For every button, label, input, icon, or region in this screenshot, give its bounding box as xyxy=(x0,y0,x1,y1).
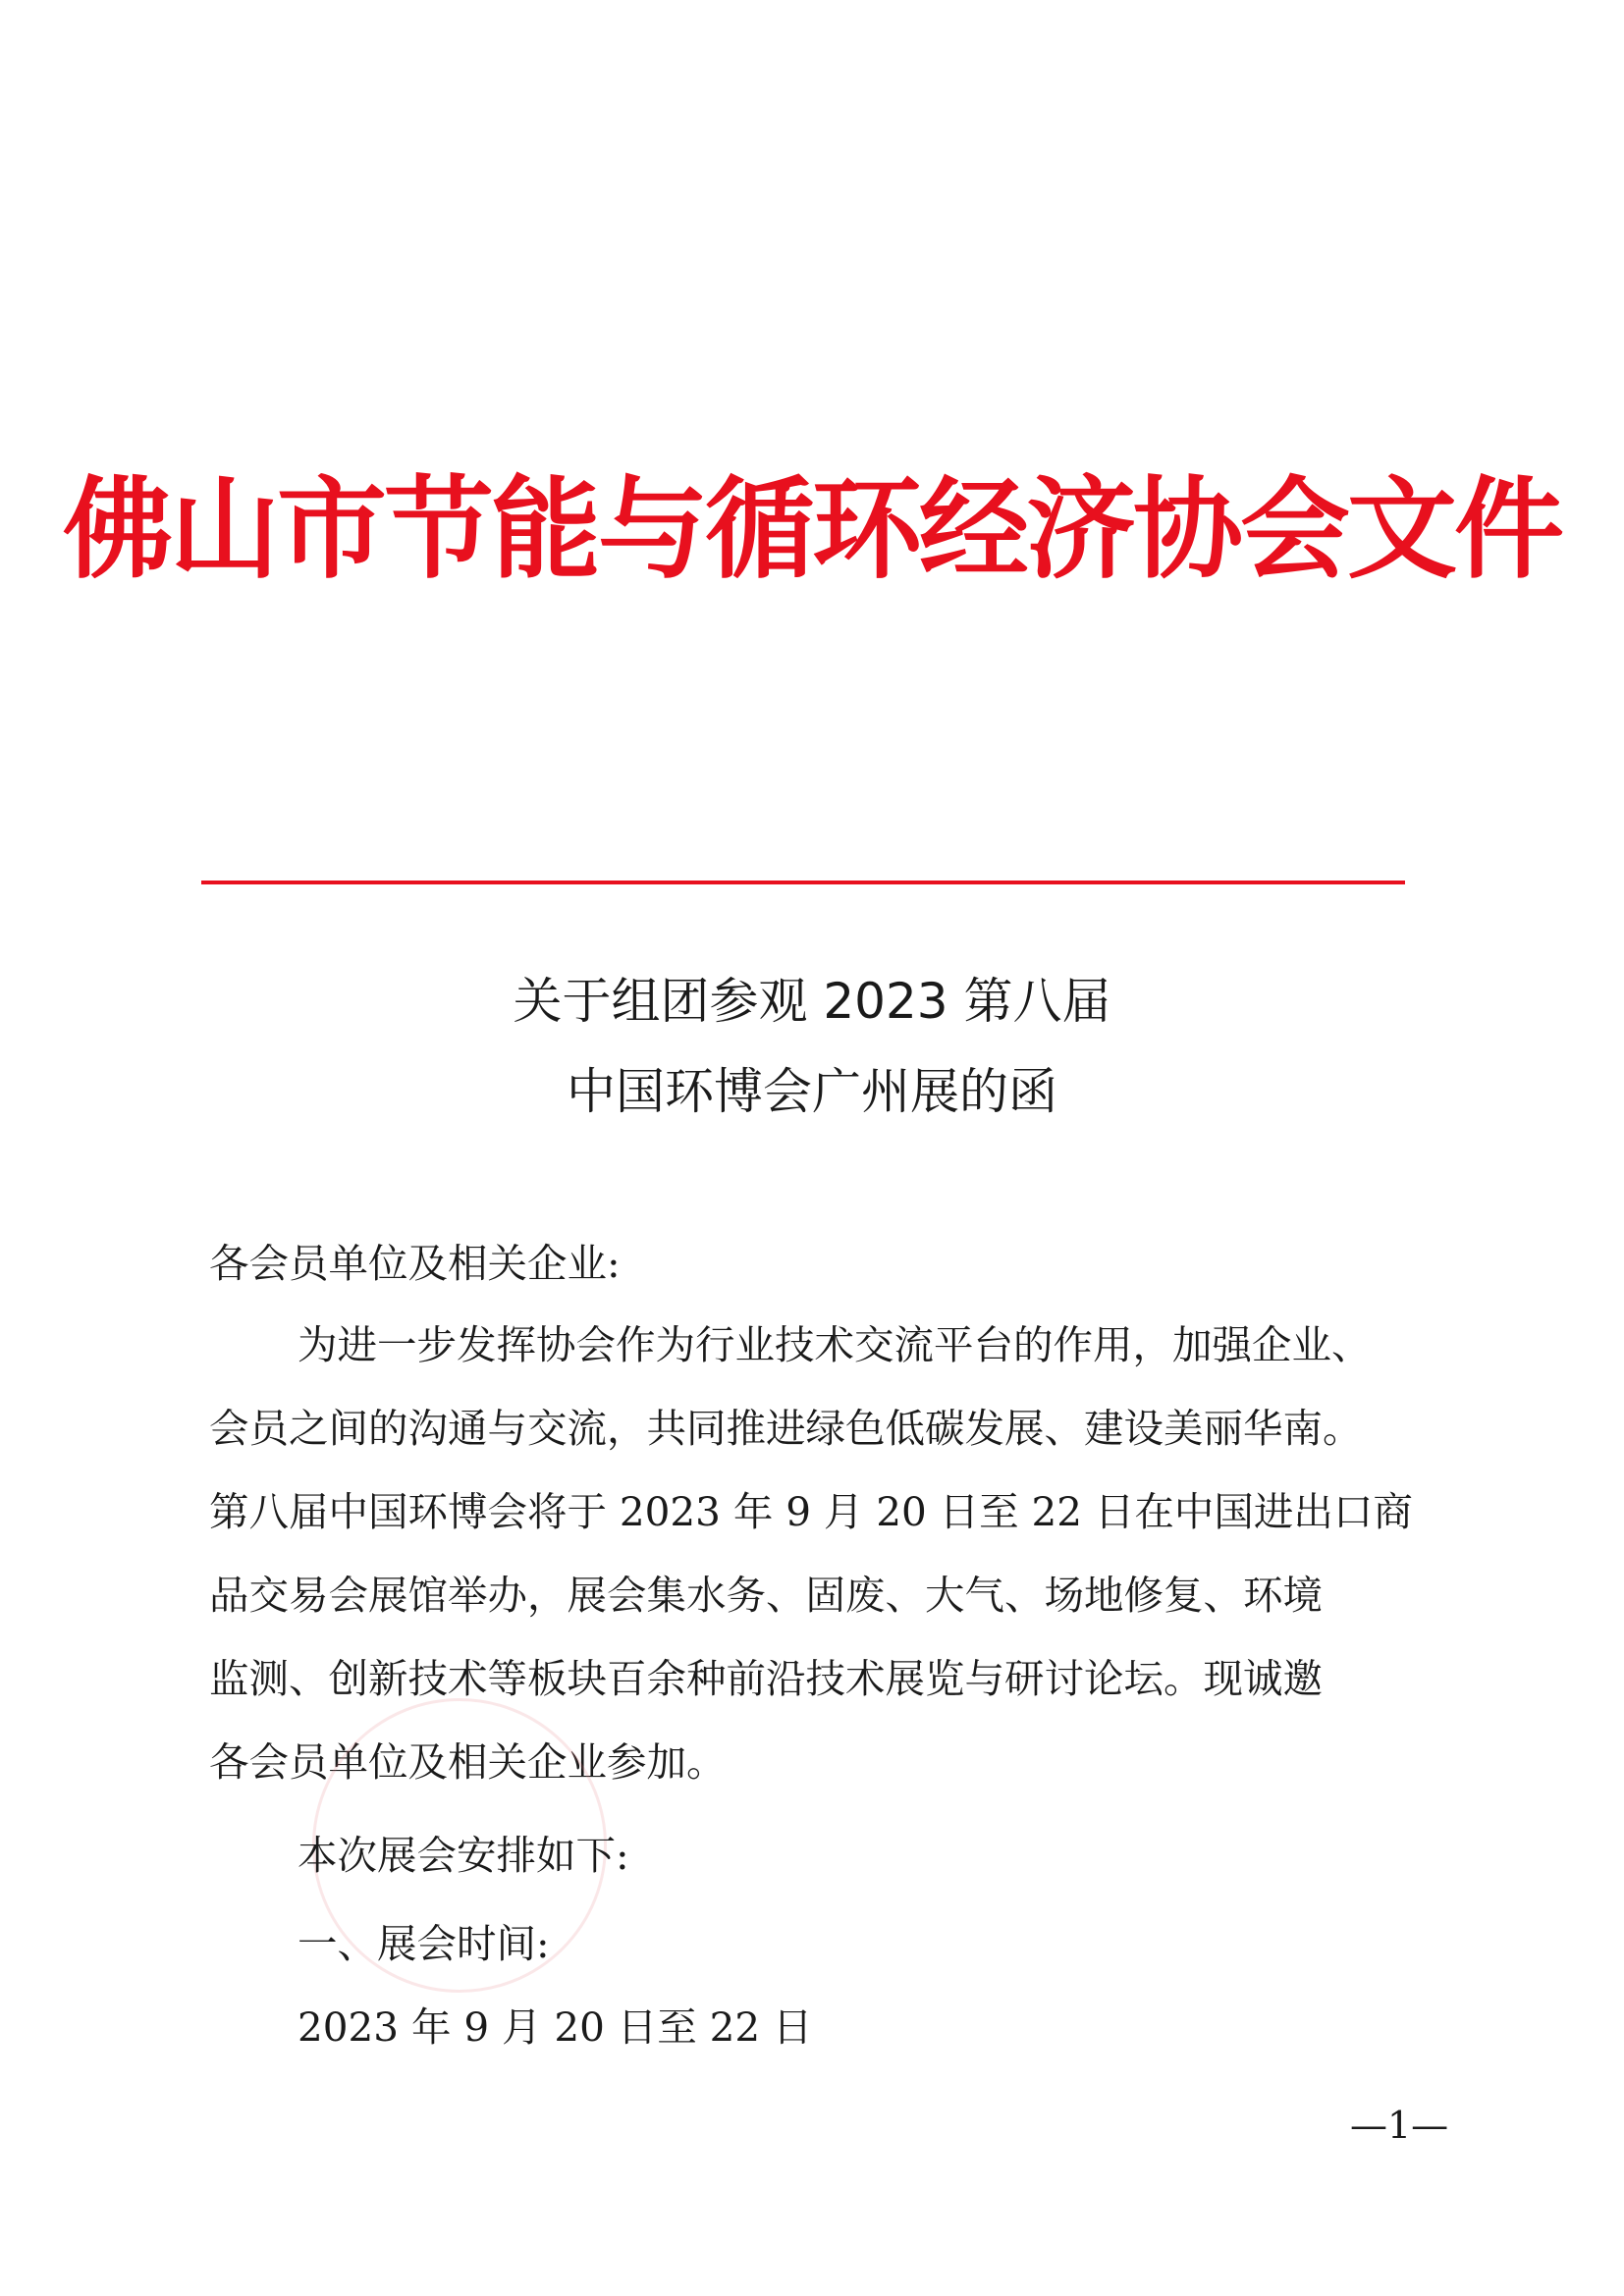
org-document-header: 佛山市节能与循环经济协会文件 xyxy=(63,465,1561,594)
arrangement-intro: 本次展会安排如下: xyxy=(298,1832,629,1879)
document-title-line-1: 关于组团参观 2023 第八届 xyxy=(513,973,1111,1030)
salutation: 各会员单位及相关企业: xyxy=(209,1240,621,1287)
paragraph-line: 为进一步发挥协会作为行业技术交流平台的作用，加强企业、 xyxy=(298,1321,1372,1368)
paragraph-line: 各会员单位及相关企业参加。 xyxy=(209,1738,727,1786)
paragraph-line: 第八届中国环博会将于 2023 年 9 月 20 日至 22 日在中国进出口商 xyxy=(209,1488,1413,1535)
page-number: —1— xyxy=(1350,2104,1449,2147)
paragraph-line: 监测、创新技术等板块百余种前沿技术展览与研讨论坛。现诚邀 xyxy=(209,1655,1323,1702)
section-value-time: 2023 年 9 月 20 日至 22 日 xyxy=(298,2003,813,2051)
document-title-line-2: 中国环博会广州展的函 xyxy=(567,1063,1057,1120)
paragraph-line: 品交易会展馆举办，展会集水务、固废、大气、场地修复、环境 xyxy=(209,1572,1323,1619)
paragraph-line: 会员之间的沟通与交流，共同推进绿色低碳发展、建设美丽华南。 xyxy=(209,1405,1363,1452)
header-red-rule xyxy=(201,881,1405,884)
section-heading-time: 一、展会时间: xyxy=(298,1920,550,1967)
